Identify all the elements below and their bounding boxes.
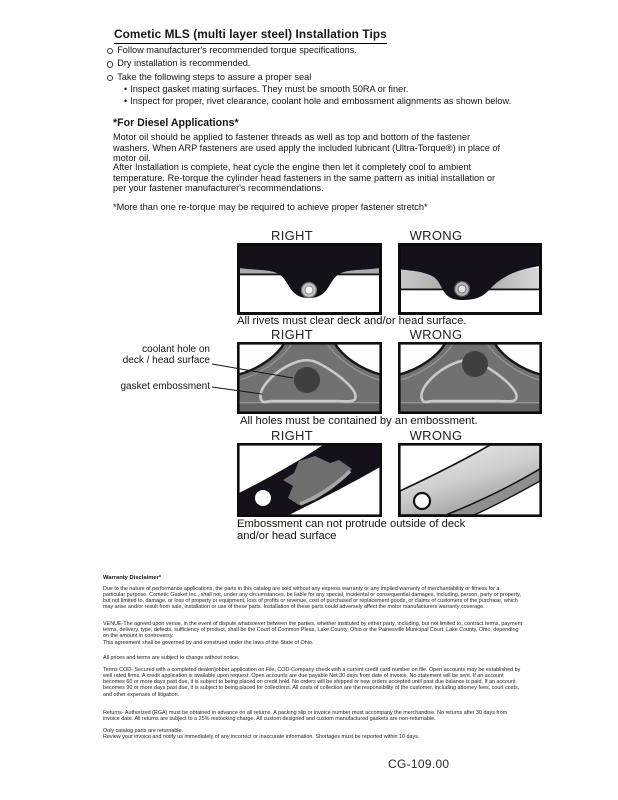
open-circle-bullet-icon (107, 61, 113, 67)
tip-text: Dry installation is recommended. (117, 58, 251, 69)
tip-text: Inspect gasket mating surfaces. They must be smooth 50RA or finer. (130, 84, 409, 95)
right-label-3: RIGHT (271, 428, 313, 443)
callout-gasket-embossment: gasket embossment (120, 381, 210, 392)
warranty-paragraph-governing-law: This agreement shall be governed by and construed under the laws of the State of Ohio. (103, 640, 314, 646)
diagram-embossment-right (237, 443, 382, 517)
list-item (124, 84, 547, 96)
list-item (124, 96, 547, 108)
tip-text: Take the following steps to assure a proper seal (117, 71, 312, 82)
rivet-right-illustration (237, 243, 382, 315)
diagram-rivet-right (237, 243, 382, 315)
open-circle-bullet-icon (107, 75, 113, 81)
warranty-paragraph-prices: All prices and terms are subject to change without notice. (103, 655, 240, 661)
right-label-2: RIGHT (271, 327, 313, 342)
warranty-paragraph-disclaimer: Due to the nature of performance applications, the parts in this catalog are sold without any express warranty or any implied warranty of merchantability or fitness for a particular purpose. Cometic Gasket Inc., shall not, under any circumstances, be liable for any special, incidental or consequential damages, including, person, party or property, but not limited to, damage, or loss of property or equipment, loss of profits or revenue, cost of purchased or replacement goods, or claims of customers of the purchase, which may arise and/or result from sale, installation or use of these parts. Installation of these parts could adversely affect the motor manufacturers warranty coverage. (103, 586, 521, 611)
retorque-note: *More than one re-torque may be required to achieve proper fastener stretch* (113, 202, 428, 212)
diesel-paragraph-2: After Installation is complete, heat cycle the engine then let it completely cool to ambient temperature. Re-torque the cylinder head fasteners in the same pattern as initial installation or per your fastener manufacturer's recommendations. (113, 162, 495, 194)
dot-bullet-icon: • (124, 84, 128, 95)
diagram-hole-wrong (398, 342, 542, 414)
diesel-section-heading: *For Diesel Applications* (113, 117, 239, 129)
list-item (107, 57, 547, 70)
diesel-paragraph-1: Motor oil should be applied to fastener threads as well as top and bottom of the fastener washers. When ARP fasteners are used apply the included lubricant (Ultra-Torque®) in place of motor oil. (113, 132, 501, 164)
dot-bullet-icon: • (124, 95, 128, 106)
caption-embossment: Embossment can not protrude outside of deck and/or head surface (237, 518, 466, 542)
callout-leader-lines (105, 340, 305, 410)
warranty-paragraph-catalog: Only catalog parts are returnable. (103, 728, 184, 734)
wrong-label-2: WRONG (409, 327, 463, 342)
embossment-right-illustration (237, 443, 382, 517)
warranty-heading: Warranty Disclaimer* (103, 575, 162, 581)
right-label-1: RIGHT (271, 228, 313, 243)
diagram-embossment-wrong (398, 443, 542, 517)
open-circle-bullet-icon (107, 48, 113, 54)
page-title: Cometic MLS (multi layer steel) Installation Tips (114, 27, 387, 44)
warranty-paragraph-terms-cod: Terms COD- Secured with a completed dealer/jobber application on File, COD-Company check with a current credit card number on file. Open accounts may be established by well rated firms. A credit application is available upon request. Open accounts are due payable Net 30 days from date of invoice. No statement will be sent. If an account becomes 60 or more days past due, it is subject to being placed on credit hold. No orders will be shipped or new orders accepted until past due balance is paid. If an account becomes 90 or more days past due, it is subject to being placed for collections. All costs of collection are the responsibility of the customer, including attorney fees, court costs, and other expenses of litigation. (103, 667, 521, 698)
wrong-label-1: WRONG (409, 228, 463, 243)
tip-text: Inspect for proper, rivet clearance, coolant hole and embossment alignments as shown below. (130, 95, 512, 106)
installation-tips-list (107, 44, 547, 107)
warranty-paragraph-review: Review your invoice and notify us immediately of any incorrect or inaccurate information. Shortages must be reported within 10 days. (103, 734, 420, 740)
list-item (107, 71, 547, 84)
page-code: CG-109.00 (388, 757, 450, 771)
bolt-hole-icon (414, 493, 430, 509)
wrong-label-3: WRONG (409, 428, 463, 443)
bolt-hole-icon (255, 490, 271, 506)
caption-holes: All holes must be contained by an embossment. (240, 415, 478, 427)
callout-coolant-hole: coolant hole on deck / head surface (122, 344, 210, 367)
coolant-hole-icon (462, 351, 488, 377)
list-item (107, 44, 547, 57)
warranty-paragraph-venue: VENUE-The agreed upon venue, in the event of dispute whatsoever between the parties, whether instituted by either party, including, but not limited to, contract terms, payment terms, delivery, type, defects, sufficiency of product, shall be the Court of Common Pleas, Lake County, Ohio or the Painesville Municipal Court, Lake County, Ohio, depending on the amount in controversy. (103, 621, 523, 640)
caption-rivets: All rivets must clear deck and/or head surface. (237, 315, 467, 327)
hole-wrong-illustration (398, 342, 542, 414)
embossment-wrong-illustration (398, 443, 542, 517)
warranty-paragraph-returns: Returns- Authorized (RGA) must be obtained in advance on all returns. A packing slip or invoice number must accompany the merchandise. No returns after 30 days from invoice date. All returns are subject to a 25% restocking charge. All custom designed and custom manufactured gaskets are non-returnable. (103, 710, 508, 723)
rivet-wrong-illustration (398, 243, 542, 315)
diagram-rivet-wrong (398, 243, 542, 315)
tip-text: Follow manufacturer's recommended torque specifications. (117, 45, 357, 55)
